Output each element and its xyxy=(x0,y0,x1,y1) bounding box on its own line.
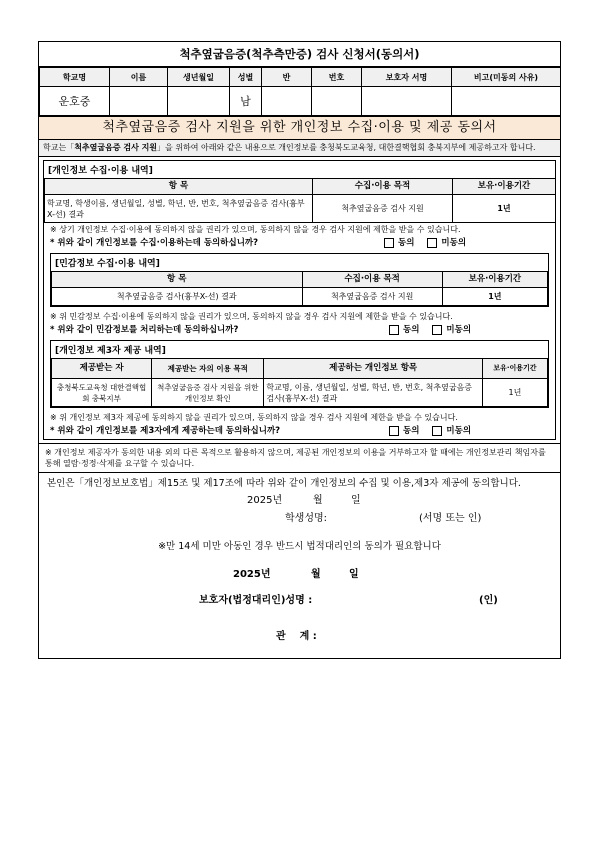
header-name: 이름 xyxy=(110,68,168,87)
s3-note: ※ 위 개인정보 제3자 제공에 동의하지 않을 권리가 있으며, 동의하지 않을 경우 검사 지원에 제한을 받을 수 있습니다. xyxy=(50,413,458,422)
s2-options xyxy=(379,323,471,335)
intro-prefix: 학교는「 xyxy=(43,143,75,152)
intro-bold: 척추옆굽음증 검사 지원 xyxy=(74,143,158,152)
s1-question: * 위와 같이 개인정보를 수집·이용하는데 동의하십니까? xyxy=(50,238,259,248)
date1-year: 2025년 xyxy=(247,495,283,506)
date1-month: 월 xyxy=(313,495,323,506)
s1-disagree-checkbox[interactable] xyxy=(427,238,437,248)
s3-disagree-label: 미동의 xyxy=(446,426,472,436)
s2-question-row xyxy=(44,322,555,338)
minor-note: ※만 14세 미만 아동인 경우 반드시 법적대리인의 동의가 필요합니다 xyxy=(158,541,441,552)
section2-table xyxy=(51,271,548,306)
section-third-party xyxy=(50,340,549,408)
s1-agree-checkbox[interactable] xyxy=(384,238,394,248)
cell-gender: 남 xyxy=(230,87,262,116)
s2-col-purpose: 수집·이용 목적 xyxy=(302,272,442,288)
header-gender: 성별 xyxy=(230,68,262,87)
s3-col-period: 보유·이용기간 xyxy=(482,359,547,379)
relation-line[interactable] xyxy=(39,610,560,642)
s3-col-items: 제공하는 개인정보 항목 xyxy=(264,359,482,379)
header-guardian-sign: 보호자 서명 xyxy=(362,68,452,87)
section1-heading: [개인정보 수집·이용 내역] xyxy=(48,166,153,176)
s1-agree-label: 동의 xyxy=(398,238,415,248)
guardian-sign-line[interactable] xyxy=(39,592,560,610)
cell-school: 운호중 xyxy=(40,87,110,116)
s2-disagree-label: 미동의 xyxy=(446,325,472,335)
cell-number[interactable] xyxy=(312,87,362,116)
s3-agree-checkbox[interactable] xyxy=(389,426,399,436)
s1-question-row xyxy=(44,235,555,251)
s2-item: 척추옆굽음증 검사(흉부X-선) 결과 xyxy=(52,288,303,306)
application-form xyxy=(38,41,561,659)
student-info-table xyxy=(39,67,561,116)
s1-period: 1년 xyxy=(453,195,556,223)
s3-disagree-checkbox[interactable] xyxy=(432,426,442,436)
section3-heading: [개인정보 제3자 제공 내역] xyxy=(55,346,166,356)
intro-suffix: 」을 위하여 아래와 같은 내용으로 개인정보를 충청북도교육청, 대한결핵협회 충북지부에 제공하고자 합니다. xyxy=(157,143,536,152)
cell-name[interactable] xyxy=(110,87,168,116)
date2-year: 2025년 xyxy=(233,569,271,580)
header-number: 번호 xyxy=(312,68,362,87)
signature-area xyxy=(39,472,560,658)
header-remarks: 비고(미동의 사유) xyxy=(452,68,561,87)
student-sign-label: 학생성명: xyxy=(285,513,328,524)
s2-agree-label: 동의 xyxy=(403,325,420,335)
s3-agree-label: 동의 xyxy=(403,426,420,436)
s1-purpose: 척추옆굽음증 검사 지원 xyxy=(313,195,453,223)
header-school: 학교명 xyxy=(40,68,110,87)
cell-guardian-sign[interactable] xyxy=(362,87,452,116)
s1-col-period: 보유·이용기간 xyxy=(453,179,556,195)
s3-col-purpose: 제공받는 자의 이용 목적 xyxy=(152,359,264,379)
s2-question: * 위와 같이 민감정보를 처리하는데 동의하십니까? xyxy=(50,325,239,335)
cell-birthdate[interactable] xyxy=(168,87,230,116)
s3-options xyxy=(379,424,471,436)
consent-title: 척추옆굽음증 검사 지원을 위한 개인정보 수집·이용 및 제공 동의서 xyxy=(39,116,560,140)
section2-heading: [민감정보 수집·이용 내역] xyxy=(55,259,160,269)
relation-label: 관 계 : xyxy=(276,631,317,642)
s1-disagree-label: 미동의 xyxy=(441,238,467,248)
s2-disagree-checkbox[interactable] xyxy=(432,325,442,335)
s3-col-recipient: 제공받는 자 xyxy=(52,359,152,379)
intro-text xyxy=(39,140,560,157)
s1-col-item: 항 목 xyxy=(45,179,313,195)
s2-period: 1년 xyxy=(442,288,547,306)
usage-notice: ※ 개인정보 제공자가 동의한 내용 외의 다른 목적으로 활용하지 않으며, 제공된 개인정보의 이용을 거부하고자 할 때에는 개인정보관리 책임자를 통해 열람·정정·삭제를 요구할 수 있습니다. xyxy=(39,443,560,472)
date1-day: 일 xyxy=(351,495,361,506)
s1-item: 학교명, 학생이름, 생년월일, 성별, 학년, 반, 번호, 척추옆굽음증 검사(흉부X-선) 결과 xyxy=(45,195,313,223)
student-sign-hint: (서명 또는 인) xyxy=(419,513,482,524)
s3-purpose: 척추옆굽음증 검사 지원을 위한 개인정보 확인 xyxy=(152,379,264,407)
s3-question: * 위와 같이 개인정보를 제3자에게 제공하는데 동의하십니까? xyxy=(50,426,281,436)
date2-day: 일 xyxy=(349,569,359,580)
cell-class[interactable] xyxy=(262,87,312,116)
s3-recipient: 충청북도교육청 대한결핵협회 충북지부 xyxy=(52,379,152,407)
s1-col-purpose: 수집·이용 목적 xyxy=(313,179,453,195)
date2-month: 월 xyxy=(311,569,321,580)
guardian-sign-label: 보호자(법정대리인)성명 : xyxy=(199,595,313,606)
section3-table xyxy=(51,358,548,407)
s2-agree-checkbox[interactable] xyxy=(389,325,399,335)
section-sensitive-info xyxy=(50,253,549,307)
student-sign-line[interactable] xyxy=(39,510,560,528)
s2-col-period: 보유·이용기간 xyxy=(442,272,547,288)
s2-col-item: 항 목 xyxy=(52,272,303,288)
section1-table xyxy=(44,178,556,223)
s3-question-row xyxy=(44,423,555,439)
s1-note: ※ 상기 개인정보 수집·이용에 동의하지 않을 권리가 있으며, 동의하지 않을 경우 검사 지원에 제한을 받을 수 있습니다. xyxy=(50,225,461,234)
section-personal-info xyxy=(43,160,556,440)
date-line-2 xyxy=(39,566,560,584)
s3-period: 1년 xyxy=(482,379,547,407)
s1-options xyxy=(374,236,466,248)
s3-items: 학교명, 이름, 생년월일, 성별, 학년, 반, 번호, 척추옆굽음증 검사(흉부X-선) 결과 xyxy=(264,379,482,407)
header-birthdate: 생년월일 xyxy=(168,68,230,87)
s2-note: ※ 위 민감정보 수집·이용에 동의하지 않을 권리가 있으며, 동의하지 않을 경우 검사 지원에 제한을 받을 수 있습니다. xyxy=(50,312,453,321)
s2-purpose: 척추옆굽음증 검사 지원 xyxy=(302,288,442,306)
guardian-seal: (인) xyxy=(479,595,498,606)
consent-statement: 본인은「개인정보보호법」제15조 및 제17조에 따라 위와 같이 개인정보의 수집 및 이용,제3자 제공에 동의합니다. xyxy=(47,478,521,489)
form-title: 척추옆굽음증(척추측만증) 검사 신청서(동의서) xyxy=(39,42,560,67)
header-class: 반 xyxy=(262,68,312,87)
cell-remarks[interactable] xyxy=(452,87,561,116)
date-line-1 xyxy=(39,492,560,510)
